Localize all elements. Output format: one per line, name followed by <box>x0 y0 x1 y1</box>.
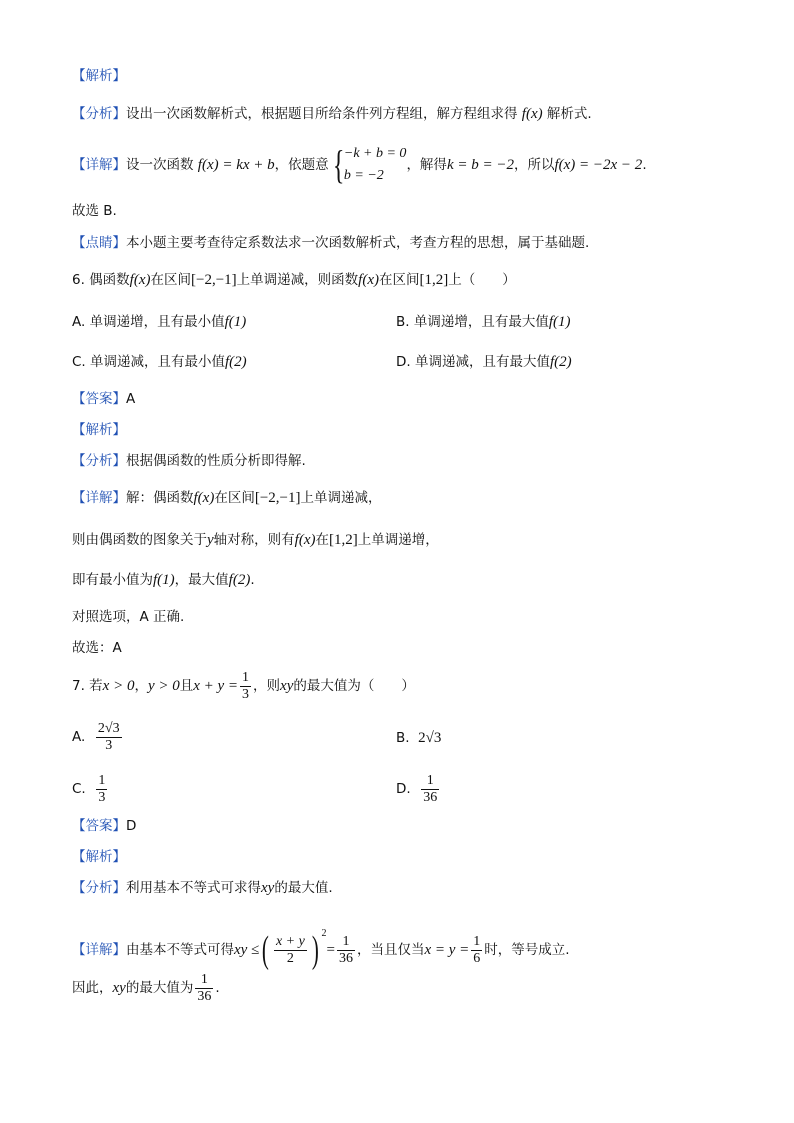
q6-analysis <box>72 420 126 440</box>
option-label: A. <box>72 729 86 745</box>
math-fx: f(x) <box>193 490 215 506</box>
option-fraction <box>96 773 107 806</box>
system-row: −k + b = 0 <box>343 146 407 161</box>
q6-stem <box>72 270 516 290</box>
denominator: 36 <box>338 950 353 966</box>
detail-text: ，依题意 <box>274 157 329 173</box>
fraction <box>274 934 307 967</box>
math-cond: x = y = <box>424 942 470 958</box>
math-y: y > 0 <box>147 678 180 694</box>
fenxi-text-end: 解析式. <box>546 106 592 122</box>
q6-detail-4: 对照选项，A 正确. <box>72 609 185 625</box>
option-math: 2√3 <box>418 730 442 746</box>
option-text: 单调递增，且有最大值 <box>413 314 549 330</box>
detail-text: ，当且仅当 <box>356 942 425 958</box>
q7-option-b <box>396 728 441 748</box>
answer-value: A <box>126 391 136 407</box>
option-label: C. <box>72 354 86 370</box>
q5-choose: 故选 B. <box>72 203 117 219</box>
option-label: A. <box>72 314 86 330</box>
fraction <box>195 972 213 1005</box>
numerator: x + y <box>275 933 305 949</box>
q6-fenxi <box>72 451 306 471</box>
math-f2: f(2) <box>228 572 251 588</box>
q6-detail-3 <box>72 570 255 590</box>
option-label: D. <box>396 781 411 797</box>
q6-option-c <box>72 352 247 372</box>
equals: = <box>326 942 335 958</box>
stem-text: 在区间 <box>379 272 420 288</box>
option-fraction <box>96 721 122 754</box>
q6-choose: 故选：A <box>72 640 122 656</box>
option-text: 单调递增，且有最小值 <box>89 314 225 330</box>
denominator: 3 <box>96 737 122 754</box>
stem-text: ，则 <box>253 678 281 694</box>
option-text: 单调递减，且有最小值 <box>90 354 226 370</box>
option-math: f(2) <box>549 354 572 370</box>
detail-text: 在区间 <box>214 490 255 506</box>
q5-fenxi <box>72 104 592 124</box>
numerator: 1 <box>98 772 106 788</box>
fraction <box>337 934 355 967</box>
system-row: b = −2 <box>343 168 384 183</box>
detail-label: 【详解】 <box>72 157 126 173</box>
detail-text: 在 <box>315 532 329 548</box>
math-kb: k = b = −2 <box>446 157 514 173</box>
numerator: 2√3 <box>97 720 120 736</box>
detail-label: 【详解】 <box>72 942 126 958</box>
exponent: 2 <box>321 928 327 939</box>
denominator: 2 <box>274 950 307 967</box>
math-interval: [1,2] <box>419 272 449 288</box>
detail-text: ，解得 <box>406 157 447 173</box>
stem-text: ， <box>134 678 148 694</box>
final-text: 因此， <box>72 980 113 996</box>
detail-text: 轴对称，则有 <box>213 532 295 548</box>
answer-value: D <box>126 818 137 834</box>
math-interval: [−2,−1] <box>254 490 301 506</box>
q7-option-c <box>72 770 109 808</box>
period: . <box>642 157 647 173</box>
denominator: 3 <box>242 686 250 702</box>
fenxi-label: 【分析】 <box>72 106 126 122</box>
math-fx: f(x) <box>358 272 379 288</box>
fenxi-text: 设出一次函数解析式，根据题目所给条件列方程组，解方程组求得 <box>126 106 518 122</box>
q6-detail-2 <box>72 530 439 550</box>
analysis-label: 【解析】 <box>72 68 126 84</box>
detail-text: 设一次函数 <box>126 157 194 173</box>
stem-text: 7. 若 <box>72 678 103 694</box>
detail-text: 由基本不等式可得 <box>126 942 234 958</box>
detail-text: ，所以 <box>513 157 555 173</box>
math-x: x > 0 <box>102 678 135 694</box>
stem-text: 上（ ） <box>448 272 516 288</box>
option-math: f(1) <box>224 314 247 330</box>
detail-text: 解：偶函数 <box>126 490 194 506</box>
option-fraction <box>421 773 439 806</box>
stem-text: 上单调递减，则函数 <box>236 272 359 288</box>
right-paren: ) <box>311 929 319 971</box>
q7-analysis <box>72 847 126 867</box>
q7-option-a <box>72 718 124 756</box>
math-fx: f(x) <box>129 272 151 288</box>
detail-text: 时，等号成立. <box>484 942 570 958</box>
option-math: f(2) <box>225 354 247 370</box>
math-xy: xy <box>280 678 294 694</box>
denominator: 36 <box>423 789 438 805</box>
fraction <box>240 670 251 703</box>
math-xy: xy <box>261 880 275 896</box>
final-text: 的最大值为 <box>125 980 194 996</box>
denominator: 3 <box>98 789 106 805</box>
q6-option-d <box>396 352 572 372</box>
detail-label: 【详解】 <box>72 490 126 506</box>
analysis-label: 【解析】 <box>72 849 126 865</box>
math-xy: xy <box>112 980 126 996</box>
q6-option-b <box>396 312 571 332</box>
stem-text: 6. 偶函数 <box>72 272 130 288</box>
fenxi-label: 【分析】 <box>72 453 126 469</box>
math-fx: f(x) <box>294 532 316 548</box>
numerator: 1 <box>426 772 434 788</box>
q6-option-a <box>72 312 246 332</box>
numerator: 1 <box>473 933 481 949</box>
numerator: 1 <box>200 971 208 987</box>
math-interval: [−2,−1] <box>191 272 237 288</box>
system-brace: { <box>332 142 345 187</box>
q7-answer <box>72 816 136 836</box>
stem-text: 且 <box>179 678 194 694</box>
math-result: f(x) = −2x − 2 <box>554 157 643 173</box>
q6-detail-1 <box>72 488 382 508</box>
numerator: 1 <box>342 933 350 949</box>
detail-text: 上单调递减， <box>300 490 382 506</box>
math-fx: f(x) <box>521 106 543 122</box>
option-label: C. <box>72 781 86 797</box>
option-label: D. <box>396 354 411 370</box>
answer-label: 【答案】 <box>72 391 126 407</box>
stem-text: 在区间 <box>150 272 191 288</box>
math-interval: [1,2] <box>329 532 358 548</box>
equation-system <box>344 143 407 187</box>
fenxi-text: 根据偶函数的性质分析即得解. <box>126 453 306 469</box>
fraction <box>471 934 482 967</box>
detail-text: 则由偶函数的图象关于 <box>72 532 207 548</box>
analysis-label: 【解析】 <box>72 422 126 438</box>
q5-comment <box>72 233 589 253</box>
denominator: 6 <box>473 950 481 966</box>
q6-answer <box>72 389 135 409</box>
left-paren: ( <box>262 929 270 971</box>
stem-text: 的最大值为（ ） <box>293 678 415 694</box>
option-label: B. <box>396 314 410 330</box>
math-f1: f(1) <box>153 572 175 588</box>
detail-text: 上单调递增， <box>357 532 439 548</box>
detail-text: 即有最小值为 <box>72 572 153 588</box>
answer-label: 【答案】 <box>72 818 126 834</box>
q7-detail <box>72 910 570 974</box>
q7-final <box>72 968 220 1008</box>
option-math: f(1) <box>548 314 571 330</box>
q7-option-d <box>396 770 441 808</box>
math-linear-fn: f(x) = kx + b <box>197 157 275 173</box>
numerator: 1 <box>242 669 250 685</box>
q7-stem <box>72 668 415 704</box>
denominator: 36 <box>197 988 212 1004</box>
q7-fenxi <box>72 878 333 898</box>
option-label: B. <box>396 730 410 746</box>
fenxi-text: 的最大值. <box>274 880 333 896</box>
fenxi-label: 【分析】 <box>72 880 126 896</box>
comment-label: 【点睛】 <box>72 235 126 251</box>
fenxi-text: 利用基本不等式可求得 <box>126 880 261 896</box>
math-sum: x + y = <box>193 678 239 694</box>
comment-text: 本小题主要考查待定系数法求一次函数解析式，考查方程的思想，属于基础题. <box>126 235 590 251</box>
math-xy-le: xy ≤ <box>234 942 260 958</box>
analysis-heading <box>72 66 126 86</box>
period: . <box>215 980 220 996</box>
period: . <box>250 572 255 588</box>
detail-text: ，最大值 <box>174 572 229 588</box>
option-text: 单调递减，且有最大值 <box>414 354 550 370</box>
q5-detail <box>72 142 647 188</box>
math-y: y <box>207 532 214 548</box>
